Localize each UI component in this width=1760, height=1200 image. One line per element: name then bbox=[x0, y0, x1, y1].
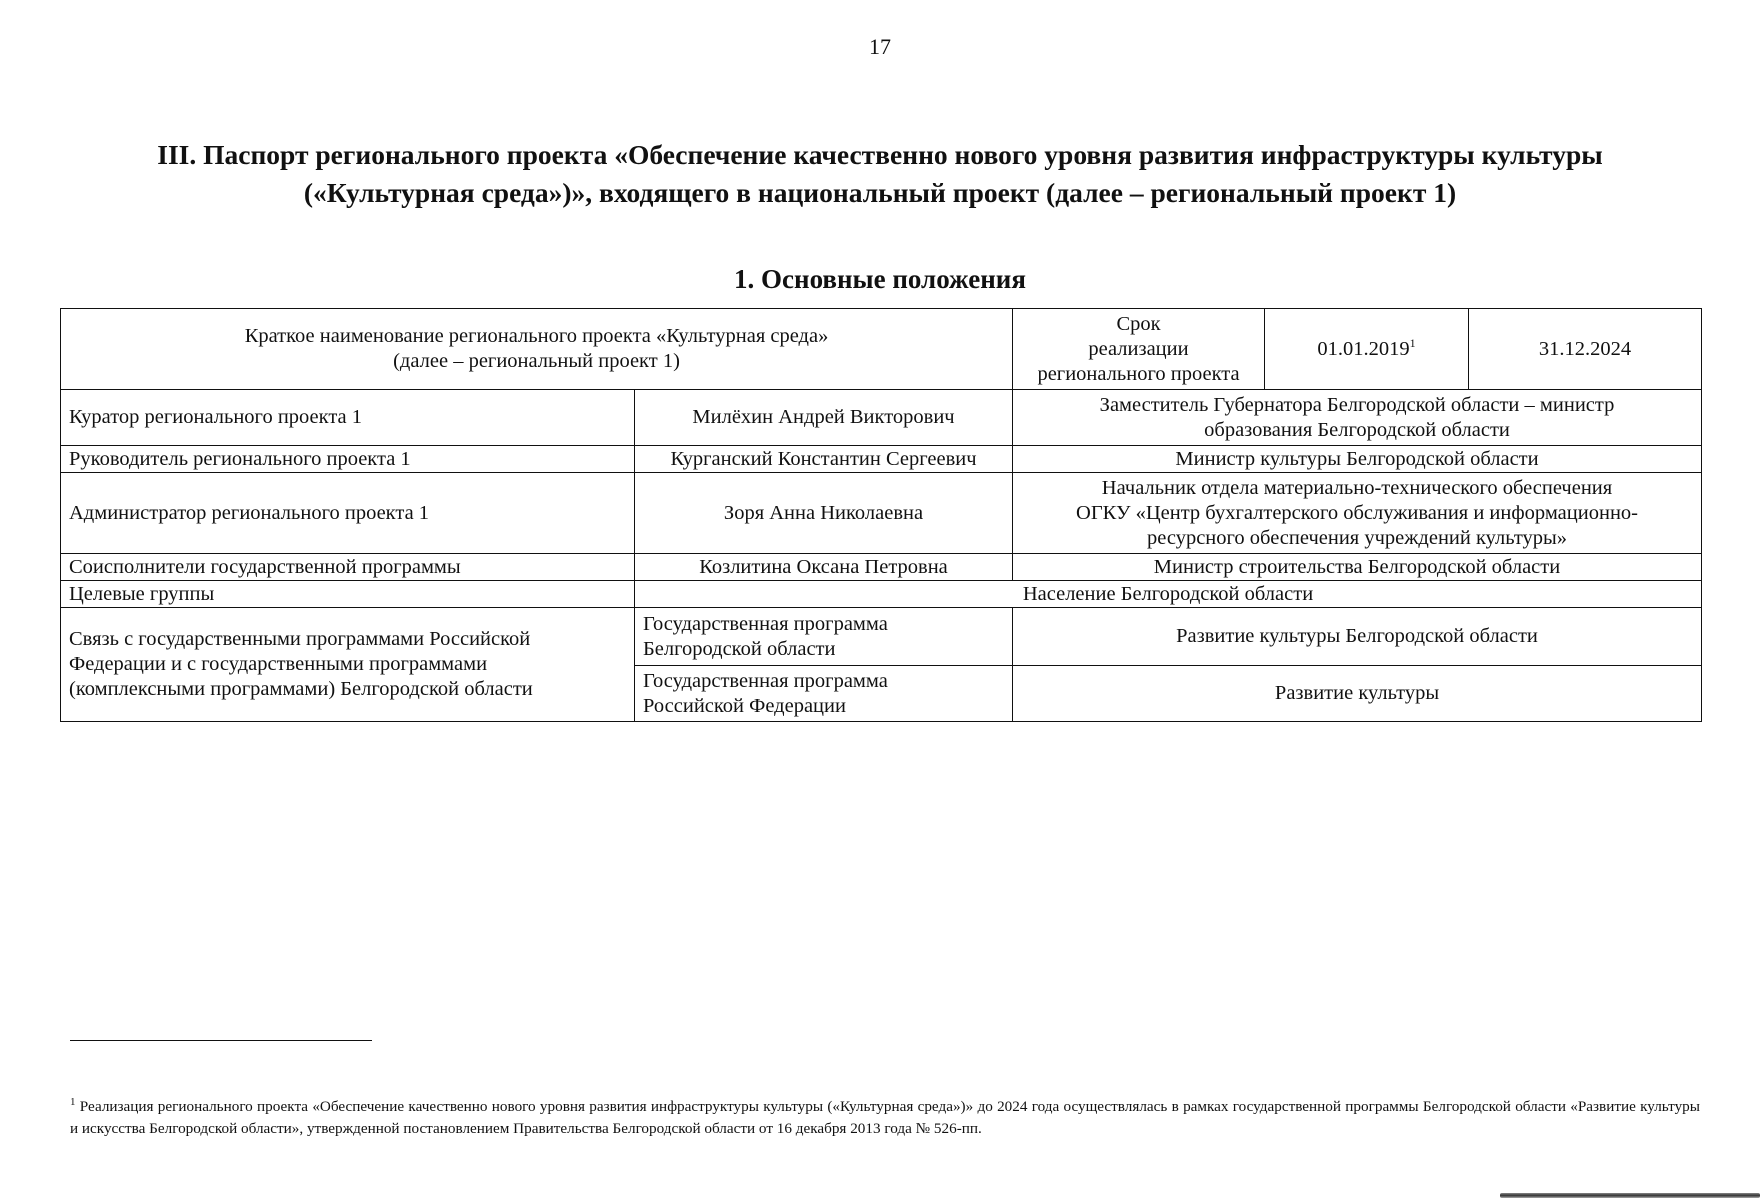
row-label: Руководитель регионального проекта 1 bbox=[61, 446, 635, 473]
footnote-separator bbox=[70, 1040, 372, 1041]
row-position-line-2: ОГКУ «Центр бухгалтерского обслуживания и информационно- bbox=[1076, 501, 1638, 524]
row-position bbox=[1013, 390, 1702, 446]
regional-program-label bbox=[635, 608, 1013, 666]
page-number: 17 bbox=[869, 34, 891, 59]
table-header-row bbox=[61, 309, 1702, 390]
footnote-reference: 1 bbox=[1409, 335, 1416, 350]
document-title bbox=[60, 136, 1700, 212]
federal-program-value: Развитие культуры bbox=[1013, 666, 1702, 722]
term-label-line-1: Срок bbox=[1116, 312, 1161, 335]
row-position-line-1: Министр культуры Белгородской области bbox=[1175, 447, 1539, 470]
project-short-name-cell bbox=[61, 309, 1013, 390]
target-groups-value: Население Белгородской области bbox=[635, 581, 1702, 608]
footnote bbox=[70, 1096, 1700, 1140]
regional-program-value: Развитие культуры Белгородской области bbox=[1013, 608, 1702, 666]
end-date: 31.12.2024 bbox=[1538, 337, 1632, 360]
target-groups-row bbox=[61, 581, 1702, 608]
row-label: Соисполнители государственной программы bbox=[61, 554, 635, 581]
row-label: Куратор регионального проекта 1 bbox=[61, 390, 635, 446]
project-passport-table bbox=[60, 308, 1702, 722]
row-position bbox=[1013, 554, 1702, 581]
program-links-label-line-1: Связь с государственными программами Российской bbox=[69, 628, 531, 650]
program-links-label bbox=[61, 608, 635, 722]
footnote-marker: 1 bbox=[70, 1095, 76, 1108]
program-links-label-line-2: Федерации и с государственными программами bbox=[69, 653, 488, 675]
federal-program-label-line-2: Российской Федерации bbox=[643, 694, 846, 717]
table-row bbox=[61, 554, 1702, 581]
table-row bbox=[61, 473, 1702, 554]
row-position bbox=[1013, 473, 1702, 554]
row-position-line-1: Заместитель Губернатора Белгородской области – министр bbox=[1099, 393, 1615, 416]
row-label: Администратор регионального проекта 1 bbox=[61, 473, 635, 554]
project-short-name-line-1: Краткое наименование регионального проекта «Культурная среда» bbox=[244, 325, 829, 347]
federal-program-label-line-1: Государственная программа bbox=[643, 669, 888, 692]
row-person: Зоря Анна Николаевна bbox=[635, 473, 1013, 554]
row-person: Курганский Константин Сергеевич bbox=[635, 446, 1013, 473]
target-groups-label: Целевые группы bbox=[61, 581, 635, 608]
project-short-name-line-2: (далее – региональный проект 1) bbox=[393, 350, 680, 372]
term-label-cell bbox=[1013, 309, 1265, 390]
term-label-line-2: реализации bbox=[1088, 337, 1189, 360]
row-person: Козлитина Оксана Петровна bbox=[635, 554, 1013, 581]
federal-program-label bbox=[635, 666, 1013, 722]
term-label-line-3: регионального проекта bbox=[1037, 362, 1240, 385]
program-link-row bbox=[61, 608, 1702, 666]
row-position-line-3: ресурсного обеспечения учреждений культуры» bbox=[1147, 526, 1568, 549]
table-row bbox=[61, 446, 1702, 473]
end-date-cell bbox=[1469, 309, 1702, 390]
row-position-line-1: Министр строительства Белгородской области bbox=[1153, 555, 1561, 578]
start-date-cell bbox=[1265, 309, 1469, 390]
document-title-line-1: III. Паспорт регионального проекта «Обеспечение качественно нового уровня развития инфраструктуры культуры bbox=[157, 139, 1603, 170]
row-person: Милёхин Андрей Викторович bbox=[635, 390, 1013, 446]
row-position-line-2: образования Белгородской области bbox=[1204, 418, 1510, 441]
row-position bbox=[1013, 446, 1702, 473]
regional-program-label-line-1: Государственная программа bbox=[643, 612, 888, 635]
table-row bbox=[61, 390, 1702, 446]
regional-program-label-line-2: Белгородской области bbox=[643, 637, 836, 660]
document-title-line-2: («Культурная среда»)», входящего в национальный проект (далее – региональный проект 1) bbox=[303, 177, 1457, 208]
program-links-label-line-3: (комплексными программами) Белгородской области bbox=[69, 678, 533, 700]
scan-artifact bbox=[1500, 1193, 1760, 1198]
footnote-text: Реализация регионального проекта «Обеспечение качественно нового уровня развития инфраструктуры культуры («Культурная среда»)» до 2024 года осуществлялась в рамках государственной программы Белгородской области «Развитие культуры и искусства Белгородской области», утвержденной постановлением Правительства Белгородской области от 16 декабря 2013 года № 526-пп. bbox=[70, 1098, 1700, 1137]
row-position-line-1: Начальник отдела материально-технического обеспечения bbox=[1101, 476, 1613, 499]
start-date: 01.01.2019 bbox=[1317, 337, 1410, 360]
section-title: 1. Основные положения bbox=[734, 264, 1026, 294]
